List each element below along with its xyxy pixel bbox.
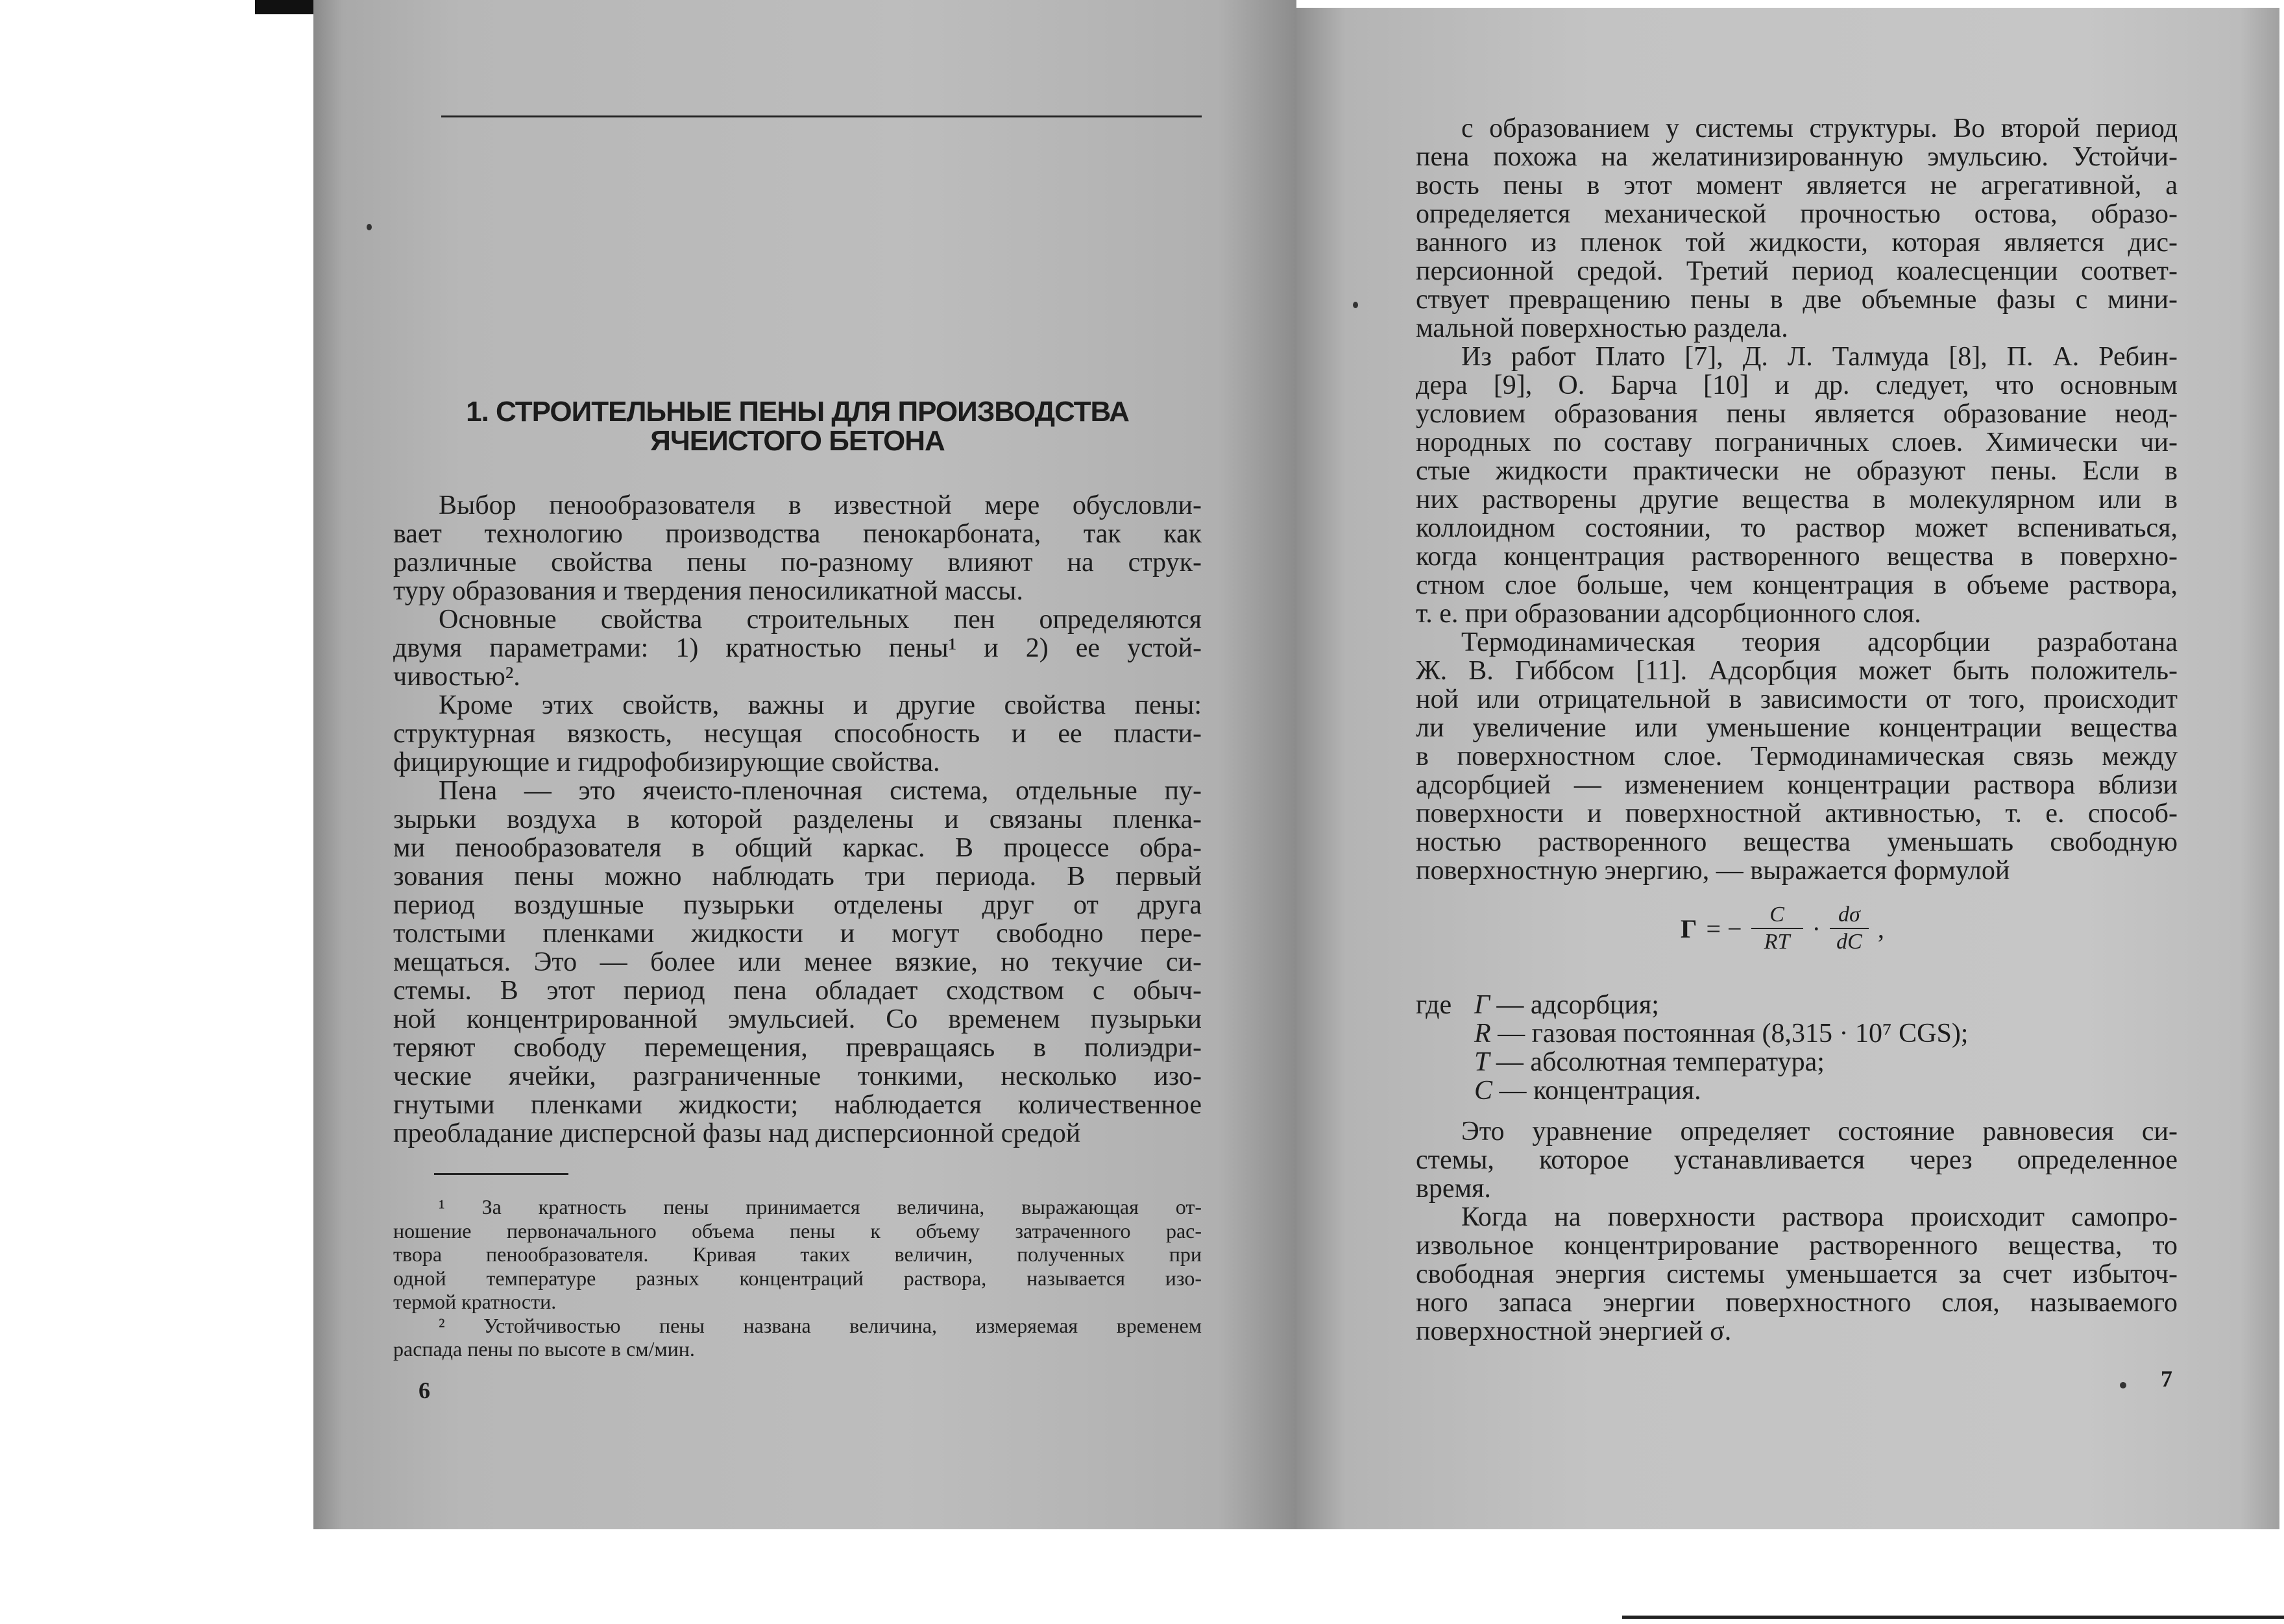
text-line: них растворены другие вещества в молекулярном или в	[1416, 485, 2178, 515]
text-line: зырьки воздуха в которой разделены и связаны пленка-	[393, 805, 1202, 834]
heading-line: 1. СТРОИТЕЛЬНЫЕ ПЕНЫ ДЛЯ ПРОИЗВОДСТВА	[466, 396, 1129, 428]
scan-speck	[1353, 302, 1358, 308]
paragraph	[1416, 1203, 2178, 1346]
text-line: адсорбцией — изменением концентрации раствора вблизи	[1416, 770, 2178, 800]
numerator: C	[1769, 903, 1784, 927]
text-line: стемы. В этот период пена обладает сходством с обыч-	[393, 976, 1202, 1006]
text-line: Пена — это ячеисто-пленочная система, отдельные пу-	[439, 776, 1202, 806]
chapter-heading	[393, 397, 1202, 455]
text-line: твора пенообразователя. Кривая таких величин, полученных при	[393, 1242, 1202, 1266]
formula-legend	[1416, 991, 1968, 1105]
text-line: теряют свободу перемещения, превращаясь в полиэдри-	[393, 1033, 1202, 1063]
paragraph	[393, 491, 1202, 605]
text-line: ческие ячейки, разграниченные тонкими, несколько изо-	[393, 1061, 1202, 1091]
text-line: условием образования пены является образование неод-	[1416, 399, 2178, 429]
text-line: ми пенообразователя в общий каркас. В процессе обра-	[393, 833, 1202, 863]
right-body-text-after	[1416, 1117, 2178, 1346]
text-line: поверхностной энергией σ.	[1416, 1316, 1732, 1346]
text-line: термой кратности.	[393, 1290, 557, 1313]
text-line: свободная энергия системы уменьшается за счет избыточ-	[1416, 1259, 2178, 1289]
text-line: период воздушные пузырьки отделены друг от друга	[393, 890, 1202, 920]
text-line: структурная вязкость, несущая способность и ее пласти-	[393, 719, 1202, 749]
legend-symbol: Г	[1474, 990, 1490, 1020]
text-line: чивостью².	[393, 662, 520, 692]
text-line: ствует превращению пены в две объемные фазы с мини-	[1416, 285, 2178, 315]
legend-lead: где	[1416, 990, 1452, 1020]
paragraph	[393, 605, 1202, 691]
legend-lead	[1416, 1048, 1474, 1076]
paragraph	[1416, 343, 2178, 628]
formula-comma: ,	[1877, 914, 1884, 943]
text-line: в поверхностном слое. Термодинамическая связь между	[1416, 742, 2178, 771]
text-line: поверхностную энергию, — выражается формулой	[1416, 856, 2010, 886]
text-line: мещаться. Это — более или менее вязкие, но текучие си-	[393, 947, 1202, 977]
scan-edge-line	[1622, 1616, 2284, 1619]
fraction-dsigma-dc	[1830, 902, 1869, 955]
denominator: RT	[1764, 930, 1790, 954]
legend-text: — газовая постоянная (8,315 · 10⁷ CGS);	[1490, 1019, 1969, 1048]
page-number-left: 6	[419, 1377, 430, 1403]
footnotes	[393, 1195, 1202, 1361]
text-line: извольное концентрирование растворенного вещества, то	[1416, 1231, 2178, 1261]
text-line: Термодинамическая теория адсорбции разработана	[1461, 627, 2178, 657]
legend-row	[1416, 1019, 1968, 1048]
text-line: коллоидном состоянии, то раствор может вспениваться,	[1416, 513, 2178, 543]
text-line: т. е. при образовании адсорбционного слоя.	[1416, 599, 1921, 629]
numerator: dσ	[1838, 903, 1860, 927]
text-line: зования пены можно наблюдать три периода. В первый	[393, 862, 1202, 891]
scan-speck	[2120, 1382, 2126, 1388]
text-line: поверхности и поверхностной активностью, т. е. способ-	[1416, 799, 2178, 829]
text-line: пена похожа на желатинизированную эмульсию. Устойчи-	[1416, 142, 2178, 172]
text-line: ношение первоначального объема пены к объему затраченного рас-	[393, 1218, 1202, 1242]
text-line: гнутыми пленками жидкости; наблюдается количественное	[393, 1090, 1202, 1120]
text-line: одной температуре разных концентраций раствора, называется изо-	[393, 1266, 1202, 1290]
left-body-text	[393, 491, 1202, 1148]
legend-lead	[1416, 1076, 1474, 1105]
legend-text: — абсолютная температура;	[1489, 1047, 1825, 1077]
text-line: ¹ За кратность пены принимается величина, выражающая от-	[439, 1195, 1202, 1218]
paragraph	[393, 777, 1202, 1148]
text-line: ванного из пленок той жидкости, которая является дис-	[1416, 228, 2178, 258]
footnote	[393, 1314, 1202, 1361]
legend-text: — концентрация.	[1492, 1076, 1701, 1106]
text-line: стном слое больше, чем концентрация в объеме раствора,	[1416, 570, 2178, 600]
text-line: с образованием у системы структуры. Во второй период	[1461, 114, 2178, 143]
text-line: Это уравнение определяет состояние равновесия си-	[1461, 1117, 2178, 1146]
legend-row	[1416, 1048, 1968, 1076]
text-line: ² Устойчивостью пены названа величина, измеряемая временем	[439, 1313, 1202, 1337]
scan-speck	[367, 224, 372, 230]
paragraph	[393, 691, 1202, 777]
legend-symbol: C	[1474, 1076, 1493, 1106]
header-rule	[441, 115, 1202, 117]
text-line: определяется механической прочностью остова, образо-	[1416, 199, 2178, 229]
text-line: вость пены в этот момент является не агрегативной, а	[1416, 171, 2178, 200]
text-line: двумя параметрами: 1) кратностью пены¹ и 2) ее устой-	[393, 633, 1202, 663]
footnote	[393, 1195, 1202, 1314]
right-body-text	[1416, 114, 2178, 885]
text-line: Кроме этих свойств, важны и другие свойства пены:	[439, 690, 1202, 720]
fraction-c-rt	[1751, 902, 1803, 955]
page-number-right: 7	[2161, 1366, 2172, 1392]
text-line: Когда на поверхности раствора происходит самопро-	[1461, 1202, 2178, 1232]
text-line: Основные свойства строительных пен определяются	[439, 605, 1202, 635]
text-line: ной концентрированной эмульсией. Со временем пузырьки	[393, 1004, 1202, 1034]
denominator: dC	[1836, 930, 1862, 954]
text-line: время.	[1416, 1174, 1491, 1204]
text-line: ного запаса энергии поверхностного слоя, называемого	[1416, 1288, 2178, 1318]
text-line: фицирующие и гидрофобизирующие свойства.	[393, 747, 940, 777]
text-line: ной или отрицательной в зависимости от того, происходит	[1416, 685, 2178, 714]
paragraph	[1416, 1117, 2178, 1203]
legend-row	[1416, 1076, 1968, 1105]
text-line: нородных по составу пограничных слоев. Химически чи-	[1416, 428, 2178, 457]
legend-row	[1416, 991, 1968, 1019]
text-line: Из работ Плато [7], Д. Л. Талмуда [8], П. А. Ребин-	[1461, 342, 2178, 372]
formula-gamma: Г	[1681, 914, 1697, 943]
legend-symbol: R	[1474, 1019, 1491, 1048]
text-line: стемы, которое устанавливается через определенное	[1416, 1145, 2178, 1175]
text-line: дера [9], О. Барча [10] и др. следует, что основным	[1416, 370, 2178, 400]
paragraph	[1416, 114, 2178, 343]
text-line: Ж. В. Гиббсом [11]. Адсорбция может быть положитель-	[1416, 656, 2178, 686]
text-line: Выбор пенообразователя в известной мере обусловли-	[439, 491, 1202, 520]
text-line: различные свойства пены по-разному влияют на струк-	[393, 548, 1202, 577]
legend-symbol: T	[1474, 1047, 1490, 1077]
text-line: распада пены по высоте в см/мин.	[393, 1337, 695, 1361]
text-line: преобладание дисперсной фазы над дисперсионной средой	[393, 1119, 1081, 1148]
heading-line: ЯЧЕИСТОГО БЕТОНА	[650, 425, 945, 457]
text-line: вает технологию производства пенокарбоната, так как	[393, 519, 1202, 549]
formula-dot: ·	[1812, 914, 1821, 943]
text-line: персионной средой. Третий период коалесценции соответ-	[1416, 256, 2178, 286]
text-line: мальной поверхностью раздела.	[1416, 313, 1788, 343]
footnote-rule	[434, 1173, 568, 1175]
text-line: туру образования и твердения пеносиликатной массы.	[393, 576, 1023, 606]
text-line: ностью растворенного вещества уменьшать свободную	[1416, 827, 2178, 857]
legend-text: — адсорбция;	[1489, 990, 1659, 1020]
legend-lead	[1416, 1019, 1474, 1048]
formula-equals: = −	[1706, 914, 1742, 943]
adsorption-formula	[1681, 902, 1884, 955]
text-line: когда концентрация растворенного вещества в поверхно-	[1416, 542, 2178, 572]
text-line: ли увеличение или уменьшение концентрации вещества	[1416, 713, 2178, 743]
text-line: толстыми пленками жидкости и могут свободно пере-	[393, 919, 1202, 949]
paragraph	[1416, 628, 2178, 885]
text-line: стые жидкости практически не образуют пены. Если в	[1416, 456, 2178, 486]
